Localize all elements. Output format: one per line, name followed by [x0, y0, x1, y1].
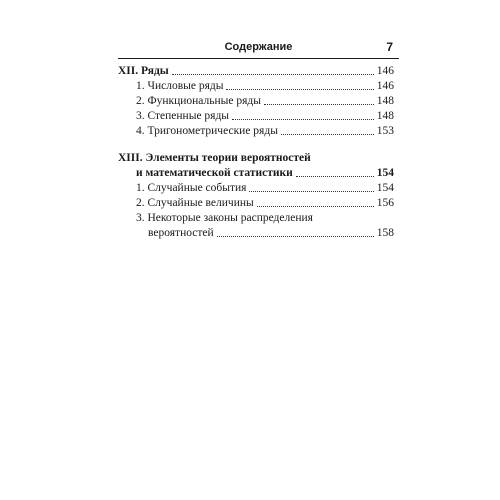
item-label: 4. Тригонометрические ряды: [136, 125, 278, 137]
page-number: 148: [376, 110, 394, 122]
page-number: 148: [376, 95, 394, 107]
page-number: 154: [376, 182, 394, 194]
leader-dots: [226, 89, 373, 90]
toc-item[interactable]: [118, 94, 394, 109]
toc-chapter-13[interactable]: [118, 166, 394, 181]
page-number: 154: [376, 167, 394, 179]
item-label: вероятностей: [148, 227, 214, 239]
table-of-contents: [118, 64, 394, 241]
header-page-number: 7: [386, 40, 393, 54]
chapter-title: XII. Ряды: [118, 65, 169, 77]
header-rule: [118, 58, 399, 59]
leader-dots: [249, 191, 373, 192]
toc-item[interactable]: [118, 79, 394, 94]
leader-dots: [217, 236, 374, 237]
item-label: 2. Функциональные ряды: [136, 95, 261, 107]
leader-dots: [296, 176, 374, 177]
leader-dots: [264, 104, 374, 105]
page-number: 146: [376, 80, 394, 92]
chapter-13-title-line1[interactable]: XIII. Элементы теории вероятностей: [118, 152, 311, 164]
toc-item-3[interactable]: [118, 226, 394, 241]
toc-item[interactable]: [118, 196, 394, 211]
page-number: 153: [376, 125, 394, 137]
leader-dots: [232, 119, 374, 120]
running-header: [118, 40, 399, 59]
leader-dots: [257, 206, 374, 207]
chapter-title-line2: и математической статистики: [136, 167, 293, 179]
header-title: Содержание: [224, 41, 293, 53]
page-number: 146: [376, 65, 394, 77]
item-label: 2. Случайные величины: [136, 197, 254, 209]
toc-item[interactable]: [118, 181, 394, 196]
page-number: 156: [376, 197, 394, 209]
leader-dots: [172, 74, 374, 75]
item-label: 1. Числовые ряды: [136, 80, 224, 92]
toc-chapter-12[interactable]: [118, 64, 394, 79]
page-number: 158: [376, 227, 394, 239]
item-label: 3. Степенные ряды: [136, 110, 230, 122]
leader-dots: [281, 134, 374, 135]
toc-item[interactable]: [118, 124, 394, 139]
section-gap: [118, 139, 394, 151]
toc-item[interactable]: [118, 109, 394, 124]
toc-item-3-line1[interactable]: 3. Некоторые законы распределения: [136, 212, 313, 224]
item-label: 1. Случайные события: [136, 182, 247, 194]
